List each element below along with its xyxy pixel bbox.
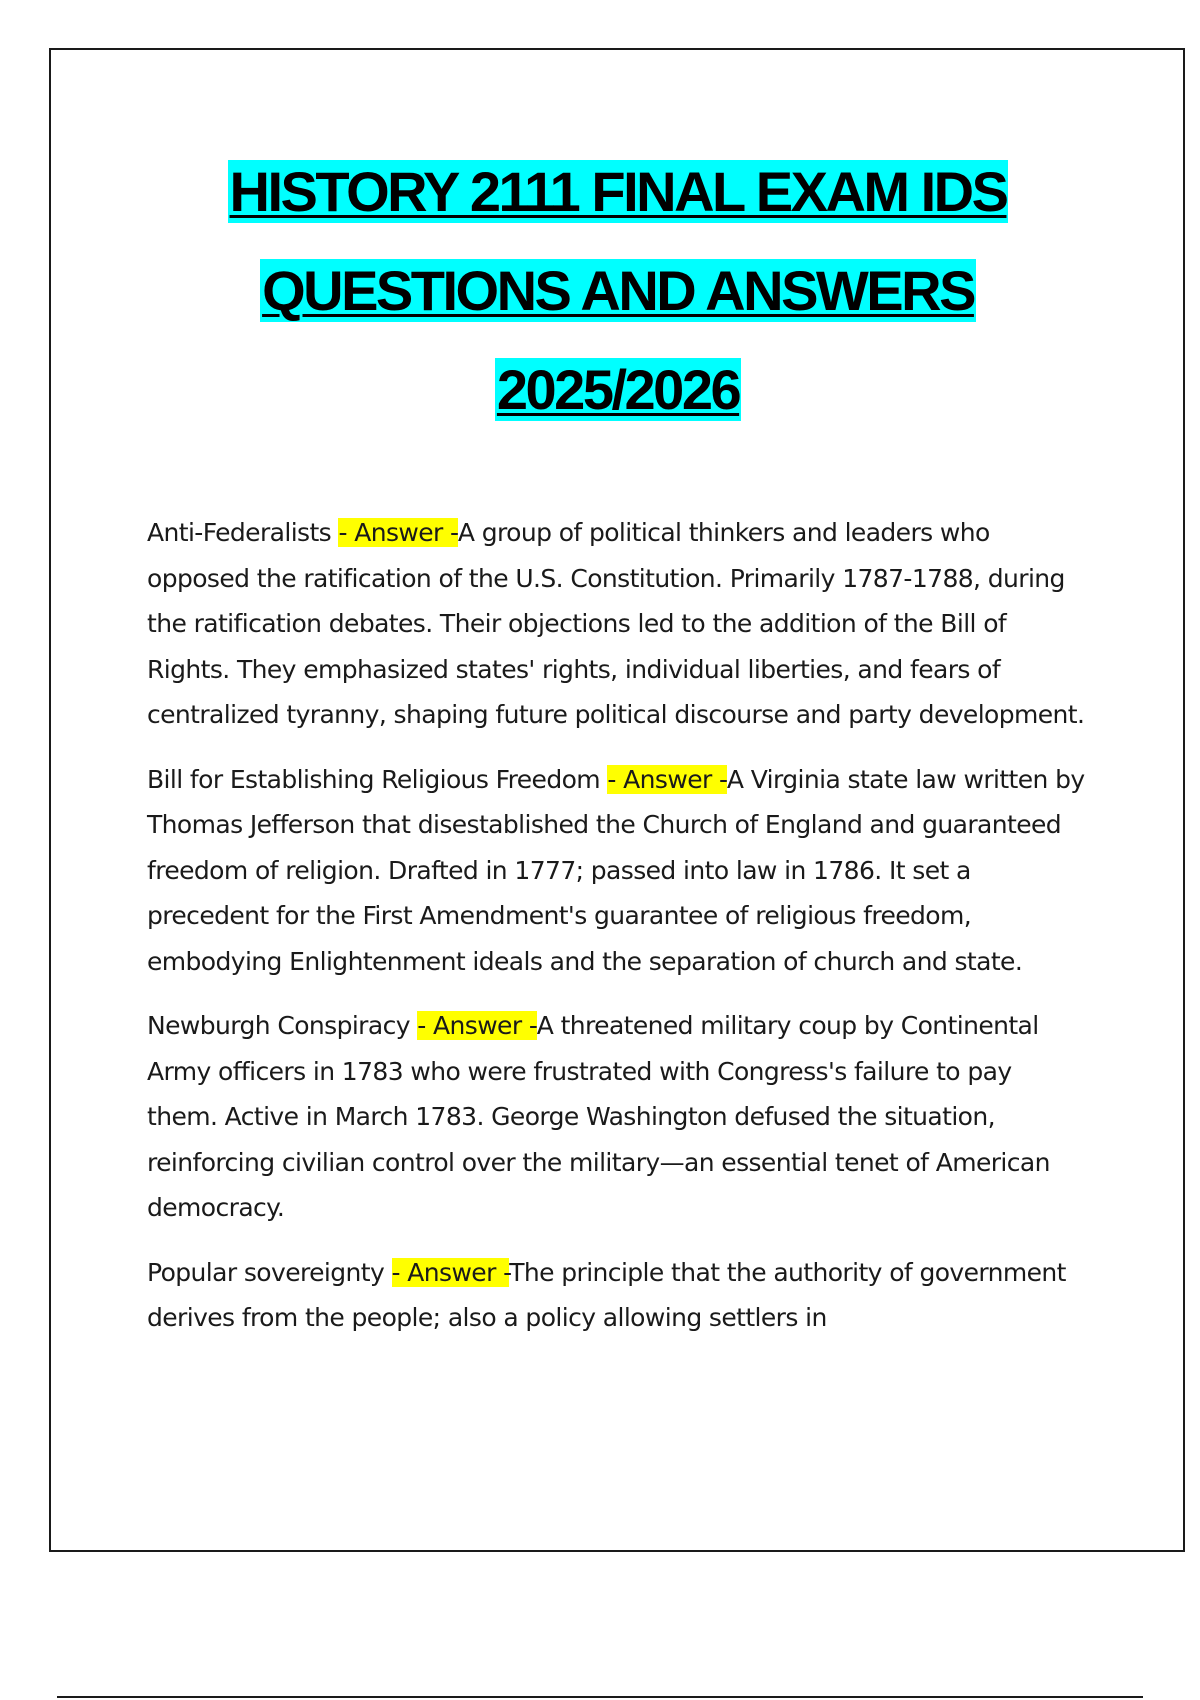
- title-line-1: HISTORY 2111 FINAL EXAM IDS: [229, 160, 1007, 223]
- entry-term: Popular sovereignty: [147, 1257, 392, 1287]
- title-line-2: QUESTIONS AND ANSWERS: [262, 259, 974, 322]
- entry-term: Bill for Establishing Religious Freedom: [147, 764, 608, 794]
- qa-entry-newburgh-conspiracy: [147, 1003, 1087, 1231]
- answer-marker: - Answer -: [607, 764, 727, 794]
- entry-definition: A threatened military coup by Continental Army officers in 1783 who were frustrated with Congress's failure to pay them. Active in March 1783. George Washington defused the situation, reinforcing civilian control over the military—an essential tenet of American democracy.: [147, 1011, 1050, 1222]
- answer-marker: - Answer -: [417, 1011, 537, 1040]
- qa-entry-religious-freedom: [147, 757, 1087, 985]
- document-title: [0, 142, 1200, 439]
- entry-definition: A Virginia state law written by Thomas Jefferson that disestablished the Church of England and guaranteed freedom of religion. Drafted in 1777; passed into law in 1786. It set a precedent for the First Amendment's guarantee of religious freedom, embodying Enlightenment ideals and the separation of church and state.: [147, 764, 1085, 976]
- entry-term: Anti-Federalists: [147, 518, 339, 547]
- qa-entry-anti-federalists: [147, 510, 1087, 738]
- answer-marker: - Answer -: [391, 1257, 510, 1287]
- entry-definition: The principle that the authority of government derives from the people; also a policy allowing settlers in: [147, 1257, 1066, 1332]
- answer-marker: - Answer -: [338, 518, 458, 547]
- entry-term: Newburgh Conspiracy: [147, 1011, 418, 1040]
- qa-entries: [147, 510, 1087, 1360]
- title-line-3: 2025/2026: [496, 358, 740, 421]
- entry-definition: A group of political thinkers and leaders who opposed the ratification of the U.S. Constitution. Primarily 1787-1788, during the ratification debates. Their objections led to the addition of the Bill of Rights. They emphasized states' rights, individual liberties, and fears of centralized tyranny, shaping future political discourse and party development.: [147, 518, 1085, 729]
- footer-rule: [57, 1696, 1143, 1698]
- qa-entry-popular-sovereignty: [147, 1250, 1087, 1341]
